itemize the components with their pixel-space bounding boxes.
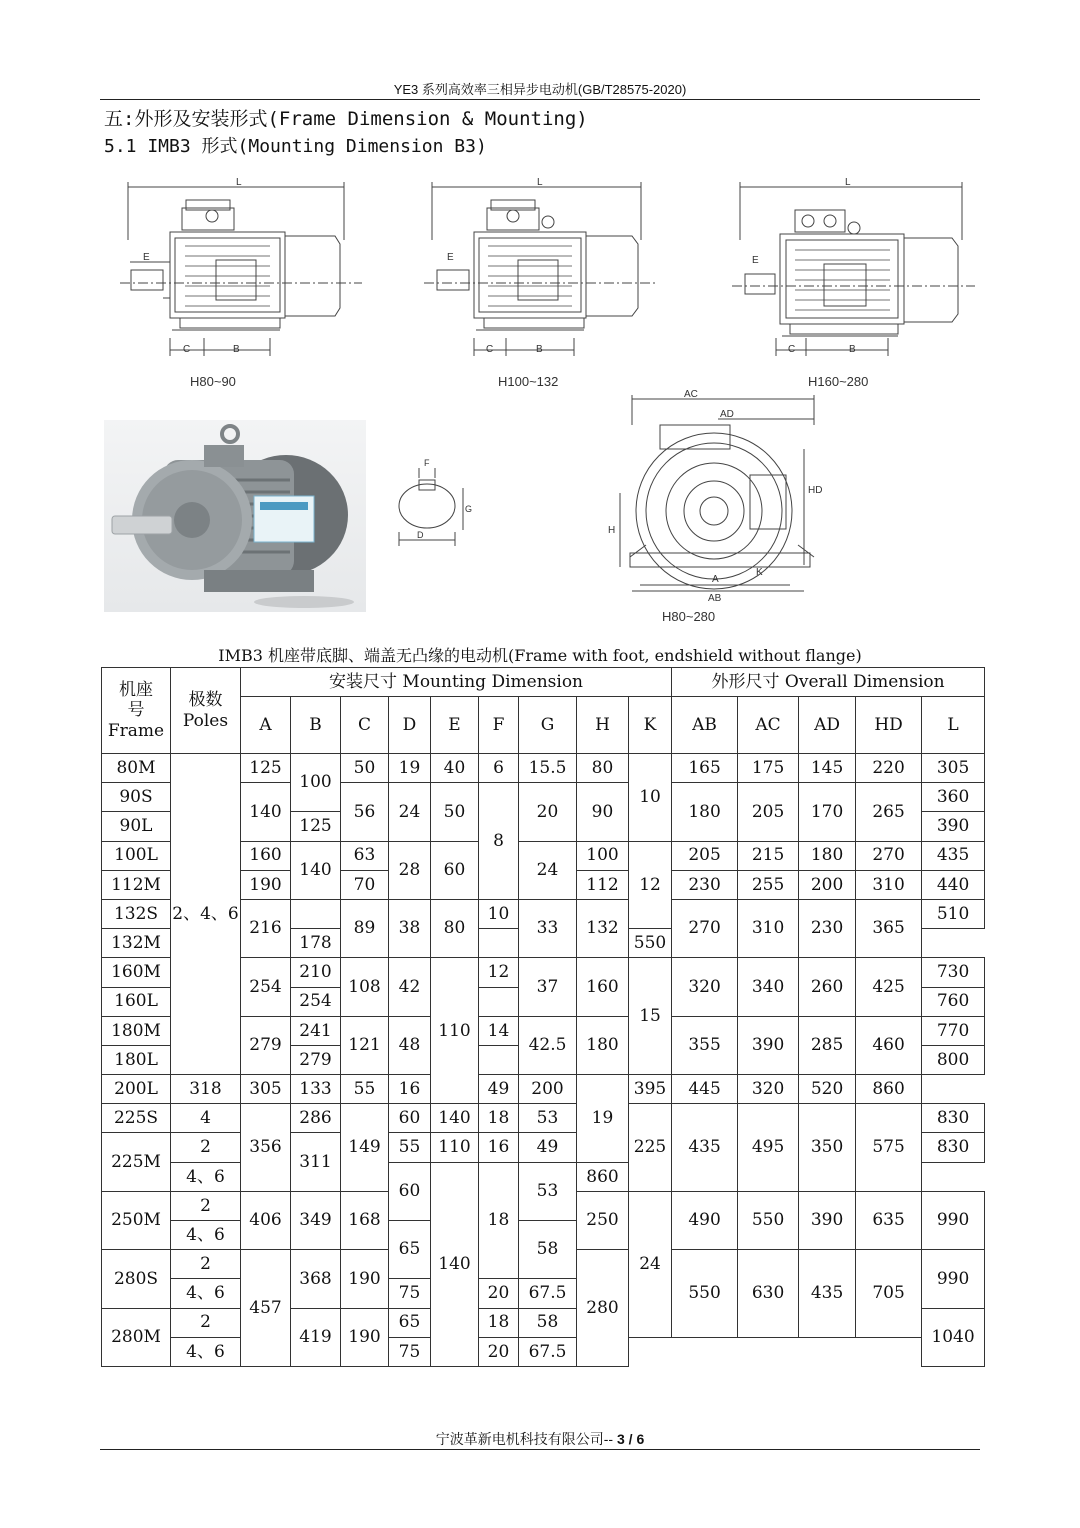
dim-K: K: [756, 567, 763, 578]
table-cell: 75: [389, 1279, 431, 1308]
dim-B-2: B: [536, 344, 543, 355]
drawing-h80-90: [120, 182, 362, 356]
table-cell: 220: [856, 754, 922, 783]
header-overall-dimension: 外形尺寸 Overall Dimension: [672, 668, 985, 697]
section-title: 五:外形及安装形式(Frame Dimension & Mounting): [104, 108, 588, 130]
table-cell: 40: [431, 754, 479, 783]
table-cell: 990: [922, 1250, 985, 1308]
table-cell: 265: [856, 783, 922, 841]
table-cell: 395: [629, 1075, 672, 1104]
header-mounting-dimension: 安装尺寸 Mounting Dimension: [241, 668, 672, 697]
table-cell: 160M: [102, 958, 171, 987]
table-cell: 15: [629, 958, 672, 1075]
table-cell: 279: [291, 1045, 341, 1074]
table-cell: 140: [431, 1162, 479, 1366]
table-cell: 800: [922, 1045, 985, 1074]
table-cell: 112M: [102, 870, 171, 899]
table-cell: 24: [389, 783, 431, 841]
table-cell: 320: [672, 958, 738, 1016]
table-cell: 435: [922, 841, 985, 870]
table-cell: 390: [922, 812, 985, 841]
table-cell: 121: [341, 1016, 389, 1074]
table-cell: 56: [341, 783, 389, 841]
table-cell: 285: [799, 1016, 856, 1074]
table-cell: 60: [431, 841, 479, 899]
table-cell: 16: [479, 1133, 519, 1162]
table-cell: 550: [738, 1191, 799, 1249]
dim-L-3: L: [845, 177, 851, 188]
table-cell: 495: [738, 1104, 799, 1192]
col-header-f: F: [479, 697, 519, 754]
table-cell: 760: [922, 987, 985, 1016]
table-cell: 510: [922, 899, 985, 928]
table-cell: 48: [389, 1016, 431, 1074]
table-cell: 16: [389, 1075, 431, 1104]
table-cell: 60: [389, 1162, 431, 1220]
table-cell: 63: [341, 841, 389, 870]
table-row: [102, 1104, 985, 1133]
table-cell: 14: [479, 1016, 519, 1045]
table-cell: 149: [341, 1104, 389, 1192]
table-cell: 33: [519, 899, 577, 957]
table-cell: 860: [577, 1162, 629, 1191]
col-header-b: B: [291, 697, 341, 754]
dim-C-1: C: [183, 344, 191, 355]
header-frame-zh1: 机座: [119, 679, 153, 700]
table-cell: 435: [799, 1250, 856, 1338]
table-cell: 830: [922, 1133, 985, 1162]
table-cell: 320: [738, 1075, 799, 1104]
table-cell: 270: [856, 841, 922, 870]
table-cell: 2: [171, 1250, 241, 1279]
dim-AC: AC: [684, 389, 698, 400]
table-cell: 20: [519, 783, 577, 841]
table-cell: 140: [241, 783, 291, 841]
table-cell: 80M: [102, 754, 171, 783]
page-footer: [0, 1429, 1080, 1449]
table-cell: 112: [577, 870, 629, 899]
table-cell: 49: [479, 1075, 519, 1104]
table-cell: 286: [291, 1104, 341, 1133]
col-header-l: L: [922, 697, 985, 754]
table-cell: 178: [291, 929, 341, 958]
table-cell: [479, 929, 519, 958]
table-cell: 705: [856, 1250, 922, 1338]
table-cell: 100: [291, 754, 341, 812]
col-header-a: A: [241, 697, 291, 754]
table-cell: 440: [922, 870, 985, 899]
table-cell: 55: [341, 1075, 389, 1104]
front-view-drawing: [590, 385, 830, 625]
table-cell: 635: [856, 1191, 922, 1249]
table-cell: 305: [241, 1075, 291, 1104]
table-cell: 210: [291, 958, 341, 987]
table-cell: 1040: [922, 1308, 985, 1366]
table-cell: 60: [389, 1104, 431, 1133]
table-cell: 50: [341, 754, 389, 783]
table-cell: 24: [519, 841, 577, 899]
col-header-h: H: [577, 697, 629, 754]
table-cell: 575: [856, 1104, 922, 1192]
table-cell: 20: [479, 1337, 519, 1366]
table-cell: 340: [738, 958, 799, 1016]
table-cell: 318: [171, 1075, 241, 1104]
table-cell: 19: [389, 754, 431, 783]
table-cell: 305: [922, 754, 985, 783]
col-header-hd: HD: [856, 697, 922, 754]
table-cell: 225M: [102, 1133, 171, 1191]
table-cell: 770: [922, 1016, 985, 1045]
table-cell: 38: [389, 899, 431, 957]
dim-C-3: C: [788, 344, 796, 355]
table-cell: 24: [629, 1191, 672, 1337]
table-cell: 18: [479, 1162, 519, 1279]
table-cell: 225S: [102, 1104, 171, 1133]
table-body: [102, 754, 985, 1367]
table-cell: 225: [629, 1104, 672, 1192]
section-subtitle: 5.1 IMB3 形式(Mounting Dimension B3): [104, 136, 487, 157]
table-cell: 2、4、6: [171, 754, 241, 1075]
table-cell: 230: [672, 870, 738, 899]
table-cell: 280: [577, 1250, 629, 1367]
dim-G: G: [465, 504, 473, 514]
table-cell: 12: [629, 841, 672, 929]
table-cell: 390: [738, 1016, 799, 1074]
table-cell: 145: [799, 754, 856, 783]
header-rule: [100, 99, 980, 100]
table-cell: 55: [389, 1133, 431, 1162]
table-row: [102, 1337, 985, 1366]
table-cell: 140: [291, 841, 341, 899]
table-cell: 190: [341, 1308, 389, 1366]
table-row: [102, 754, 985, 783]
table-cell: 175: [738, 754, 799, 783]
header-frame-en: Frame: [107, 720, 165, 741]
dim-L-2: L: [537, 177, 543, 188]
table-cell: 550: [629, 929, 672, 958]
dim-E-2: E: [447, 252, 454, 263]
table-cell: 6: [479, 754, 519, 783]
col-header-g: G: [519, 697, 577, 754]
table-cell: 125: [241, 754, 291, 783]
header-poles: [171, 668, 241, 754]
table-cell: 108: [341, 958, 389, 1016]
table-cell: 4、6: [171, 1337, 241, 1366]
table-cell: 190: [241, 870, 291, 899]
table-cell: 406: [241, 1191, 291, 1249]
table-cell: 200L: [102, 1075, 171, 1104]
table-cell: 65: [389, 1221, 431, 1279]
table-cell: 4、6: [171, 1221, 241, 1250]
table-cell: 19: [577, 1075, 629, 1163]
table-cell: 42.5: [519, 1016, 577, 1074]
table-cell: 28: [389, 841, 431, 899]
header-frame-zh2: 号: [127, 700, 145, 721]
table-cell: 730: [922, 958, 985, 987]
table-cell: 50: [431, 783, 479, 841]
dim-B-3: B: [849, 344, 856, 355]
table-cell: 349: [291, 1191, 341, 1249]
caption-h160-280: H160~280: [808, 374, 869, 389]
table-cell: 132S: [102, 899, 171, 928]
table-cell: 200: [519, 1075, 577, 1104]
table-cell: 180M: [102, 1016, 171, 1045]
table-cell: 15.5: [519, 754, 577, 783]
header-poles-zh: 极数: [188, 690, 223, 711]
table-cell: [479, 1045, 519, 1074]
col-header-ab: AB: [672, 697, 738, 754]
table-cell: 205: [738, 783, 799, 841]
table-cell: 49: [519, 1133, 577, 1162]
table-cell: 254: [241, 958, 291, 1016]
table-cell: 160L: [102, 987, 171, 1016]
table-cell: 250M: [102, 1191, 171, 1249]
table-row: [102, 1075, 985, 1104]
table-cell: 190: [341, 1250, 389, 1308]
col-header-c: C: [341, 697, 389, 754]
table-cell: 58: [519, 1308, 577, 1337]
table-cell: 165: [672, 754, 738, 783]
table-cell: 310: [856, 870, 922, 899]
table-cell: 125: [291, 812, 341, 841]
table-cell: 365: [856, 899, 922, 957]
col-header-ac: AC: [738, 697, 799, 754]
table-cell: 168: [341, 1191, 389, 1249]
table-cell: 255: [738, 870, 799, 899]
table-cell: 520: [799, 1075, 856, 1104]
table-cell: 279: [241, 1016, 291, 1074]
table-cell: 110: [431, 1133, 479, 1162]
table-cell: 2: [171, 1133, 241, 1162]
table-cell: 90S: [102, 783, 171, 812]
motor-illustration: [104, 420, 366, 612]
table-cell: 368: [291, 1250, 341, 1308]
table-cell: 90: [577, 783, 629, 841]
dim-F: F: [424, 458, 430, 468]
table-cell: 360: [922, 783, 985, 812]
table-cell: 460: [856, 1016, 922, 1074]
table-cell: 2: [171, 1308, 241, 1337]
drawing-h160-280: [732, 182, 975, 356]
table-cell: 356: [241, 1104, 291, 1192]
table-cell: 132: [577, 899, 629, 957]
table-cell: 170: [799, 783, 856, 841]
caption-h100-132: H100~132: [498, 374, 559, 389]
table-cell: 75: [389, 1337, 431, 1366]
dim-E-3: E: [752, 255, 759, 266]
footer-page-number: 3 / 6: [616, 1431, 645, 1447]
table-cell: 133: [291, 1075, 341, 1104]
table-cell: 53: [519, 1162, 577, 1220]
table-cell: 110: [431, 958, 479, 1104]
dim-B-1: B: [233, 344, 240, 355]
side-view-drawings: [0, 170, 1080, 395]
table-cell: 42: [389, 958, 431, 1016]
table-cell: [291, 899, 341, 928]
dim-L-1: L: [236, 177, 242, 188]
table-cell: 435: [672, 1104, 738, 1192]
table-cell: 215: [738, 841, 799, 870]
table-cell: 311: [291, 1133, 341, 1191]
table-cell: 18: [479, 1104, 519, 1133]
table-cell: 350: [799, 1104, 856, 1192]
table-cell: 80: [431, 899, 479, 957]
table-caption: IMB3 机座带底脚、端盖无凸缘的电动机(Frame with foot, endshield without flange): [218, 646, 862, 665]
table-cell: 80: [577, 754, 629, 783]
table-cell: 8: [479, 783, 519, 900]
table-cell: 550: [672, 1250, 738, 1338]
table-cell: [479, 987, 519, 1016]
table-cell: 830: [922, 1104, 985, 1133]
table-cell: 180L: [102, 1045, 171, 1074]
dim-D: D: [417, 530, 424, 540]
dim-H: H: [608, 525, 616, 536]
table-cell: 180: [799, 841, 856, 870]
table-cell: 100L: [102, 841, 171, 870]
table-cell: 280M: [102, 1308, 171, 1366]
table-cell: 18: [479, 1308, 519, 1337]
table-cell: 200: [799, 870, 856, 899]
table-cell: 160: [577, 958, 629, 1016]
table-cell: 58: [519, 1221, 577, 1279]
table-cell: 4: [171, 1104, 241, 1133]
table-cell: 445: [672, 1075, 738, 1104]
table-cell: 12: [479, 958, 519, 987]
col-header-e: E: [431, 697, 479, 754]
table-cell: 53: [519, 1104, 577, 1133]
header-poles-en: Poles: [182, 710, 229, 731]
table-cell: 280S: [102, 1250, 171, 1308]
footer-rule: [100, 1449, 980, 1450]
table-cell: 4、6: [171, 1279, 241, 1308]
table-cell: 4、6: [171, 1162, 241, 1191]
col-header-ad: AD: [799, 697, 856, 754]
dim-A: A: [712, 574, 719, 585]
table-cell: 310: [738, 899, 799, 957]
table-cell: 70: [341, 870, 389, 899]
table-cell: 205: [672, 841, 738, 870]
dim-C-2: C: [486, 344, 494, 355]
table-cell: 90L: [102, 812, 171, 841]
table-cell: 65: [389, 1308, 431, 1337]
table-cell: 630: [738, 1250, 799, 1338]
header-frame: [102, 668, 171, 754]
table-cell: 10: [629, 754, 672, 842]
table-cell: 860: [856, 1075, 922, 1104]
table-cell: 10: [479, 899, 519, 928]
table-cell: 457: [241, 1250, 291, 1367]
table-cell: 180: [577, 1016, 629, 1074]
document-header: YE3 系列高效率三相异步电动机(GB/T28575-2020): [393, 82, 687, 97]
table-cell: 990: [922, 1191, 985, 1249]
dimension-table: [101, 667, 985, 1367]
caption-h80-90: H80~90: [190, 374, 236, 389]
table-cell: 37: [519, 958, 577, 1016]
dim-E-1: E: [143, 252, 150, 263]
table-cell: 89: [341, 899, 389, 957]
table-cell: 20: [479, 1279, 519, 1308]
table-cell: 160: [241, 841, 291, 870]
col-header-k: K: [629, 697, 672, 754]
table-cell: 132M: [102, 929, 171, 958]
table-cell: 250: [577, 1191, 629, 1249]
col-header-d: D: [389, 697, 431, 754]
table-cell: 260: [799, 958, 856, 1016]
caption-h80-280: H80~280: [662, 609, 716, 624]
dim-AD: AD: [720, 409, 734, 420]
shaft-key-drawing: [385, 450, 475, 550]
dim-HD: HD: [808, 485, 823, 496]
table-cell: 230: [799, 899, 856, 957]
table-cell: 254: [291, 987, 341, 1016]
table-cell: 419: [291, 1308, 341, 1366]
dim-AB: AB: [708, 593, 722, 604]
drawing-h100-132: [424, 182, 655, 356]
table-cell: 2: [171, 1191, 241, 1220]
table-cell: 180: [672, 783, 738, 841]
table-cell: 100: [577, 841, 629, 870]
table-cell: 270: [672, 899, 738, 957]
table-cell: 355: [672, 1016, 738, 1074]
table-cell: 490: [672, 1191, 738, 1249]
table-cell: 425: [856, 958, 922, 1016]
table-cell: 67.5: [519, 1337, 577, 1366]
motor-photo: [104, 420, 366, 612]
footer-company: 宁波革新电机科技有限公司--: [435, 1431, 614, 1447]
table-cell: 140: [431, 1104, 479, 1133]
table-cell: 241: [291, 1016, 341, 1045]
table-cell: 67.5: [519, 1279, 577, 1308]
table-cell: 216: [241, 899, 291, 957]
table-cell: 390: [799, 1191, 856, 1249]
